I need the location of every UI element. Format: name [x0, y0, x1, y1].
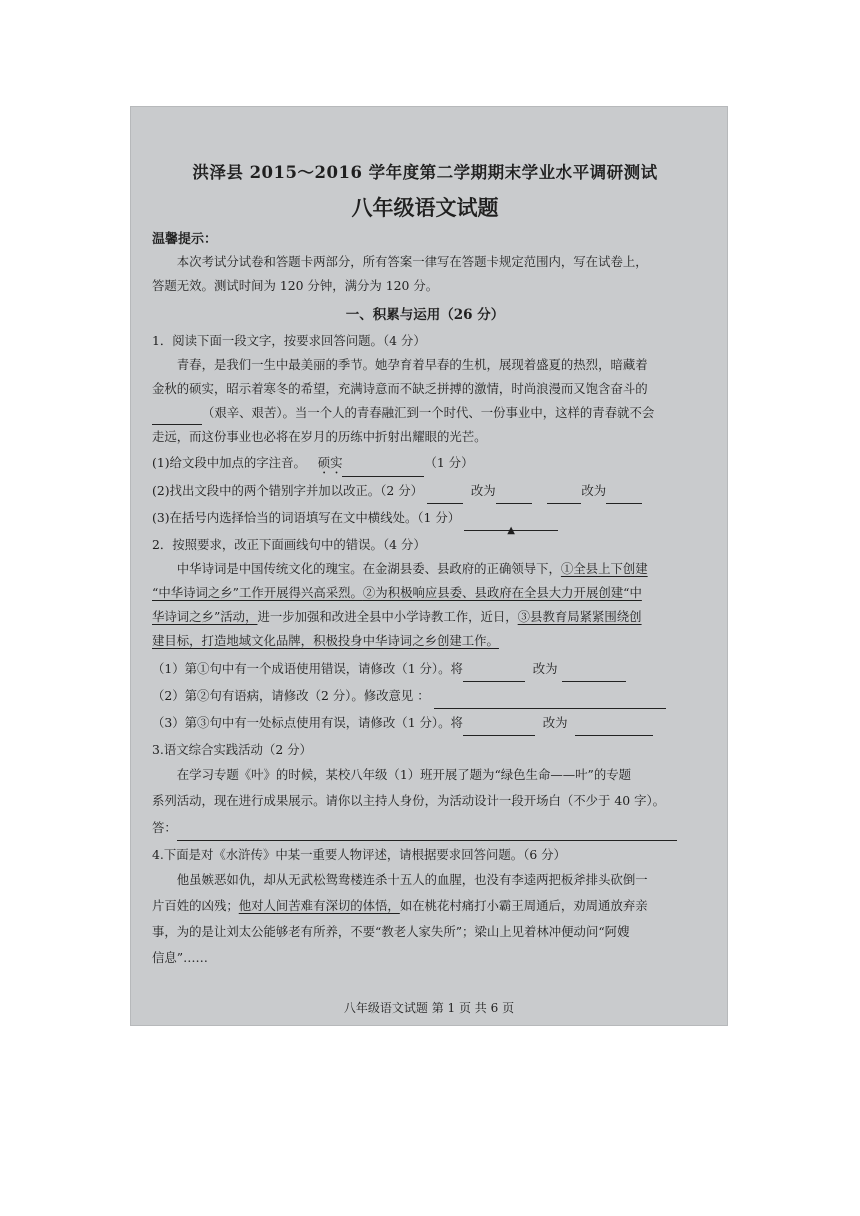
q1-sub-1: (1)给文段中加点的字注音。 硕实 （1 分）	[152, 449, 698, 477]
q2-idiom-fix-blank[interactable]	[562, 666, 626, 682]
q1-sub-3: (3)在括号内选择恰当的词语填写在文中横线处。（1 分） ▲	[152, 504, 698, 531]
q2-sub-2: （2）第②句有语病，请修改（2 分）。修改意见 ：	[152, 682, 698, 709]
q1-correct-char-blank[interactable]	[496, 488, 532, 504]
q4-passage-line: 信息”……	[152, 950, 208, 965]
q1-passage-line: （艰辛、艰苦）。当一个人的青春融汇到一个时代、一份事业中，这样的青春就不会	[152, 401, 698, 425]
q3-passage-line: 系列活动，现在进行成果展示。请你以主持人身份，为活动设计一段开场白（不少于 40 字）。	[152, 793, 666, 808]
q1-passage-line: 金秋的硕实，昭示着寒冬的希望，充满诗意而不缺乏拼搏的激情，时尚浪漫而又饱含奋斗的	[152, 381, 648, 396]
q4-passage-line: 事，为的是让刘太公能够老有所养，不要“教老人家失所”；梁山上见着林冲便动问“阿嫂	[152, 924, 630, 939]
q3-answer-line: 答：	[152, 814, 698, 841]
question-1	[152, 329, 698, 536]
q1-stem: 1．阅读下面一段文字，按要求回答问题。（4 分）	[152, 333, 426, 348]
page-footer: 八年级语文试题 第 1 页 共 6 页	[343, 1001, 515, 1015]
tips-heading: 温馨提示：	[152, 232, 218, 247]
section-title: 一、积累与运用（26 分）	[345, 307, 505, 323]
q2-passage-line: 华诗词之乡”活动，进一步加强和改进全县中小学诗教工作，近日，③县教育局紧紧围绕创	[152, 609, 642, 624]
tips-line-1: 本次考试分试卷和答题卡两部分，所有答案一律写在答题卡规定范围内，写在试卷上，	[176, 254, 648, 269]
q4-passage-line: 他虽嫉恶如仇，却从无武松鸳鸯楼连杀十五人的血腥，也没有李逵两把板斧排头砍倒一	[176, 872, 648, 887]
question-2	[152, 533, 698, 736]
q1-correct-char-blank[interactable]	[606, 488, 642, 504]
q3-stem: 3.语文综合实践活动（2 分）	[152, 742, 312, 757]
question-3	[152, 738, 698, 841]
q4-stem: 4.下面是对《水浒传》中某一重要人物评述，请根据要求回答问题。（6 分）	[152, 847, 566, 862]
q2-passage-line: 中华诗词是中国传统文化的瑰宝。在金湖县委、县政府的正确领导下，①全县上下创建	[176, 561, 648, 576]
exam-page	[130, 106, 728, 1026]
question-4	[152, 843, 698, 971]
exam-subtitle: 八年级语文试题	[351, 196, 499, 220]
exam-title: 洪泽县 2015～2016 学年度第二学期期末学业水平调研测试	[192, 163, 658, 182]
triangle-mark-icon: ▲	[507, 525, 515, 536]
tips-line-2: 答题无效。测试时间为 120 分钟，满分为 120 分。	[152, 278, 439, 293]
q2-sub-1: （1）第①句中有一个成语使用错误，请修改（1 分）。将 改为	[152, 655, 698, 682]
q2-passage-line: “中华诗词之乡”工作开展得兴高采烈。②为积极响应县委、县政府在全县大力开展创建“中	[152, 585, 642, 600]
q1-wrong-char-blank[interactable]	[547, 488, 581, 504]
q1-word-blank[interactable]	[464, 515, 558, 536]
q2-stem: 2．按照要求，改正下面画线句中的错误。（4 分）	[152, 537, 426, 552]
q3-answer-blank[interactable]	[177, 825, 677, 841]
q1-passage-line: 青春，是我们一生中最美丽的季节。她孕育着早春的生机，展现着盛夏的热烈，暗藏着	[176, 357, 648, 372]
q1-passage-line: 走远，而这份事业也必将在岁月的历练中折射出耀眼的光芒。	[152, 429, 487, 444]
q2-sub-3: （3）第③句中有一处标点使用有误，请修改（1 分）。将 改为	[152, 709, 698, 736]
q1-pinyin-blank[interactable]	[342, 461, 424, 477]
q1-sub-2: (2)找出文段中的两个错别字并加以改正。（2 分） 改为 改为	[152, 477, 698, 504]
q3-passage-line: 在学习专题《叶》的时候，某校八年级（1）班开展了题为“绿色生命——叶”的专题	[176, 767, 632, 782]
q2-passage-line: 建目标，打造地域文化品牌，积极投身中华诗词之乡创建工作。	[152, 633, 499, 648]
q2-punct-fix-blank[interactable]	[575, 720, 653, 736]
q2-revision-blank[interactable]	[434, 693, 666, 709]
q1-wrong-char-blank[interactable]	[427, 488, 463, 504]
q1-fill-blank[interactable]	[152, 409, 202, 425]
q4-passage-line: 片百姓的凶残；他对人间苦难有深切的体悟，如在桃花村痛打小霸王周通后，劝周通放弃亲	[152, 898, 648, 913]
q2-idiom-blank[interactable]	[463, 666, 525, 682]
q2-punct-blank[interactable]	[463, 720, 535, 736]
